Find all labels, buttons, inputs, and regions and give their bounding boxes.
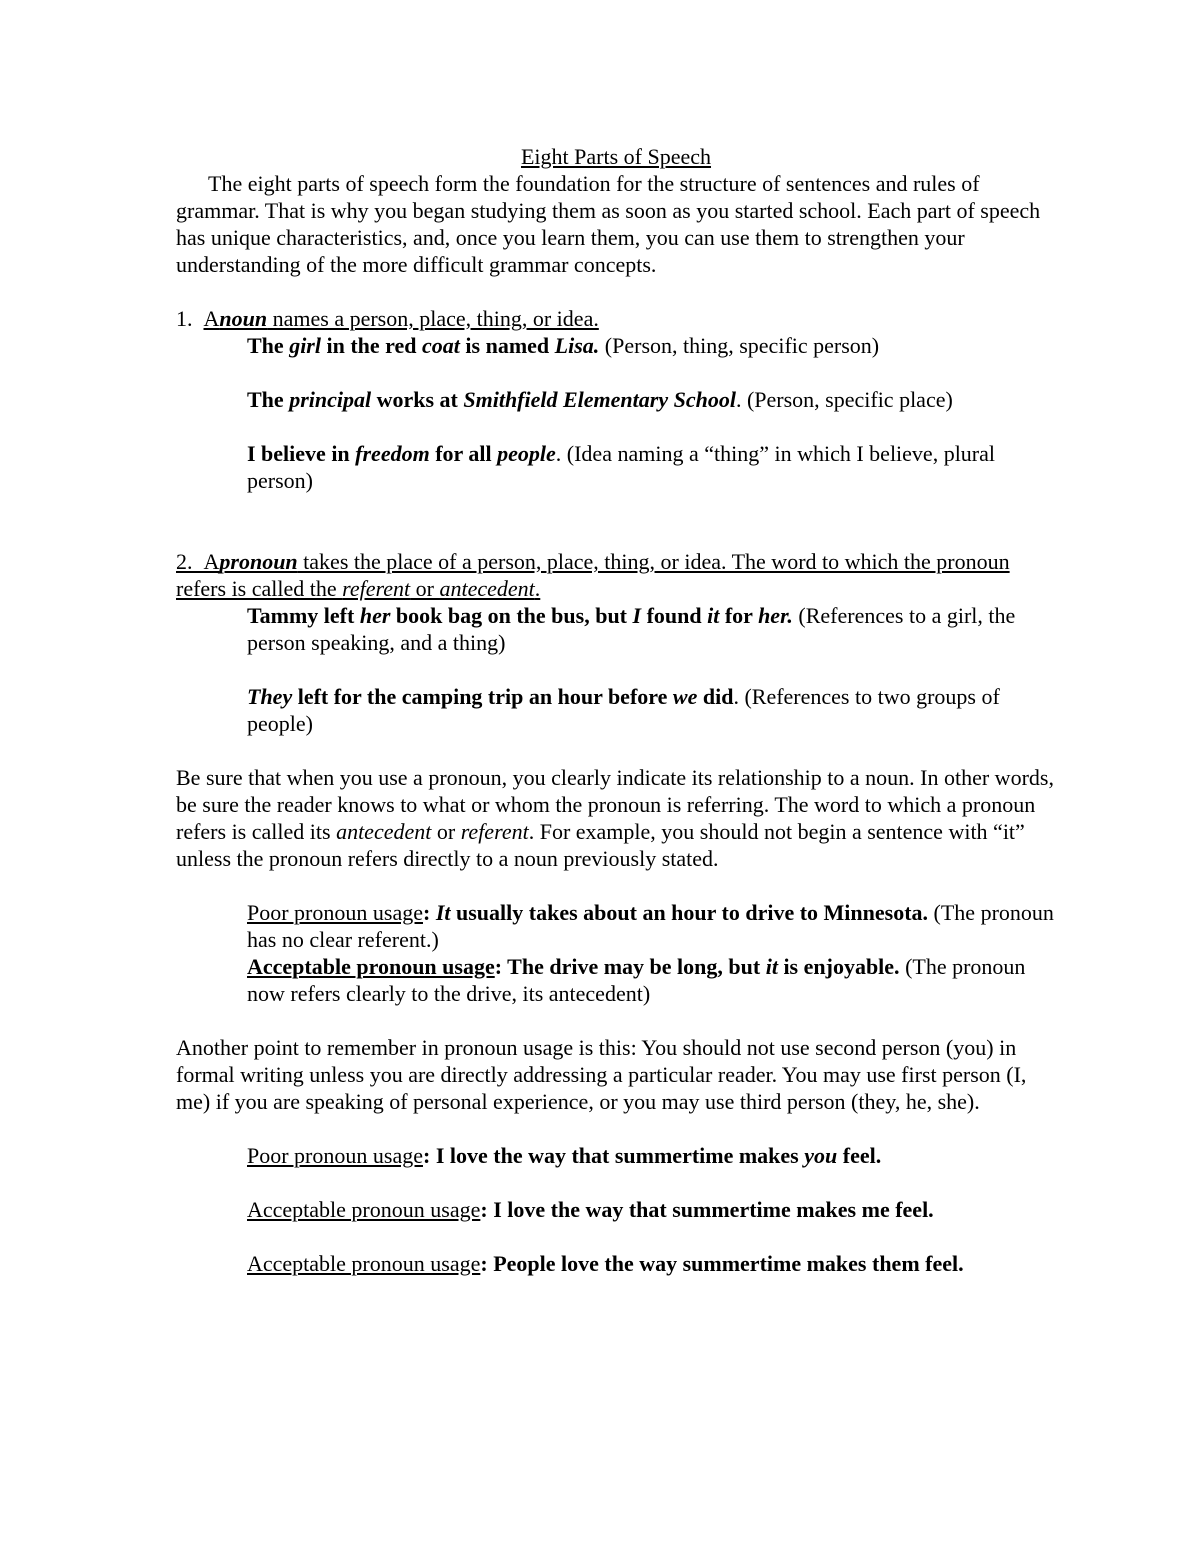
- acceptable-usage-example-3: Acceptable pronoun usage: People love the way summertime makes them feel.: [247, 1251, 964, 1276]
- intro-paragraph: The eight parts of speech form the foundation for the structure of sentences and rules of grammar. That is why you began studying them as soon as you started school. Each part of speech has unique characteristics, and, once you learn them, you can use them to strengthen your understanding of the more difficult grammar concepts.: [176, 171, 1041, 277]
- poor-usage-example-1: Poor pronoun usage: It usually takes about an hour to drive to Minnesota. (The pronoun has no clear referent.): [247, 900, 1054, 952]
- pronoun-term: pronoun: [219, 549, 298, 574]
- acceptable-usage-example-1: Acceptable pronoun usage: The drive may be long, but it is enjoyable. (The pronoun now refers clearly to the drive, its antecedent): [247, 954, 1026, 1006]
- pronoun-example-1: Tammy left her book bag on the bus, but I found it for her. (References to a girl, the person speaking, and a thing): [247, 603, 1016, 655]
- noun-term: noun: [219, 306, 268, 331]
- poor-usage-example-2: Poor pronoun usage: I love the way that summertime makes you feel.: [247, 1143, 882, 1168]
- acceptable-usage-example-2: Acceptable pronoun usage: I love the way that summertime makes me feel.: [247, 1197, 934, 1222]
- noun-example-1: The girl in the red coat is named Lisa. (Person, thing, specific person): [247, 333, 880, 358]
- pronoun-paragraph-2: Another point to remember in pronoun usage is this: You should not use second person (you) in formal writing unless you are directly addressing a particular reader. You may use first person (I, me) if you are speaking of personal experience, or you may use third person (they, he, she).: [176, 1035, 1027, 1114]
- pronoun-paragraph-1: Be sure that when you use a pronoun, you clearly indicate its relationship to a noun. In other words, be sure the reader knows to what or whom the pronoun is referring. The word to which a pronoun refers is called its antecedent or referent. For example, you should not begin a sentence with “it” unless the pronoun refers directly to a noun previously stated.: [176, 765, 1054, 871]
- noun-examples: [176, 332, 1056, 494]
- pronoun-example-2: They left for the camping trip an hour before we did. (References to two groups of people): [247, 684, 1000, 736]
- usage-examples-2: [176, 1142, 1056, 1277]
- noun-example-2: The principal works at Smithfield Elementary School. (Person, specific place): [247, 387, 953, 412]
- page-title: Eight Parts of Speech: [520, 144, 712, 169]
- noun-example-3: I believe in freedom for all people. (Idea naming a “thing” in which I believe, plural person): [247, 441, 996, 493]
- usage-examples-1: [176, 899, 1056, 1007]
- pronoun-examples: [176, 602, 1056, 737]
- noun-definition: 1. Anoun names a person, place, thing, or idea.: [176, 306, 599, 331]
- pronoun-definition: 2. Apronoun takes the place of a person, place, thing, or idea. The word to which the pronoun refers is called the referent or antecedent.: [176, 549, 1010, 601]
- document-page: [176, 143, 1056, 1277]
